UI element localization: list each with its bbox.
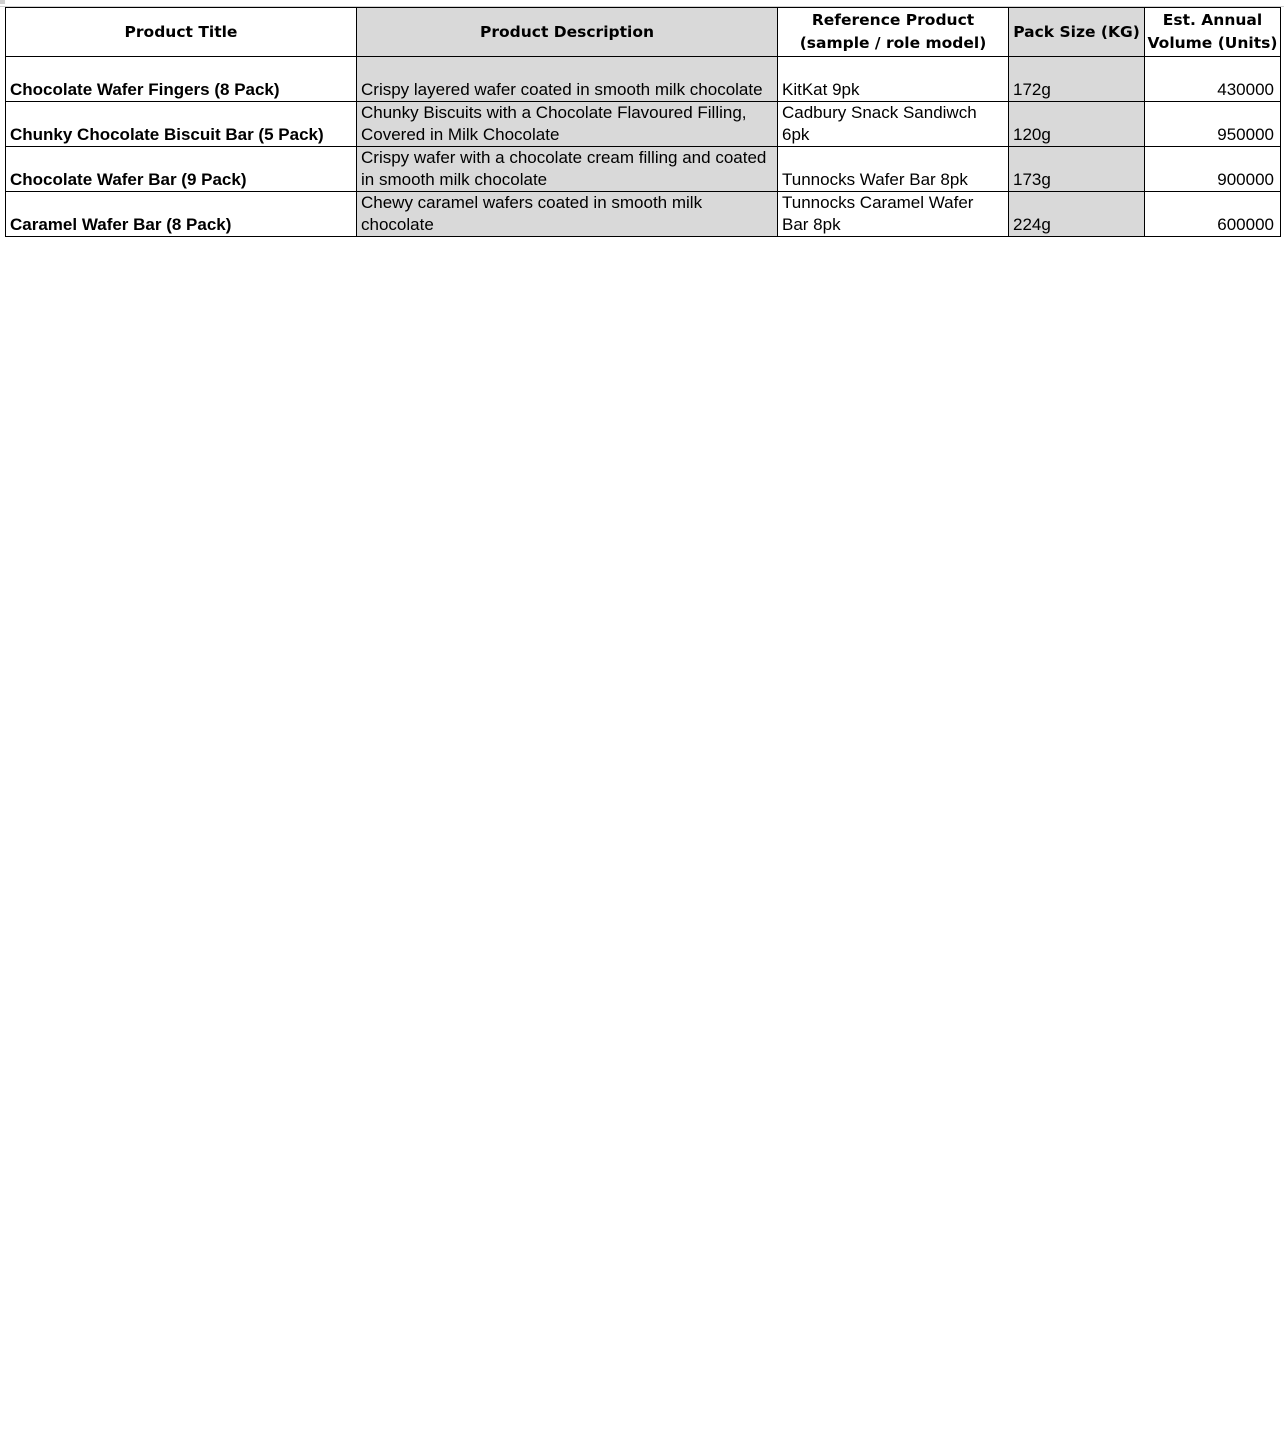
cell-annual-volume[interactable]: 430000 [1145, 57, 1281, 102]
cell-reference-product[interactable]: Tunnocks Caramel Wafer Bar 8pk [778, 192, 1009, 237]
cell-annual-volume[interactable]: 900000 [1145, 147, 1281, 192]
table-row [6, 147, 1281, 192]
cell-product-title[interactable]: Chocolate Wafer Fingers (8 Pack) [6, 57, 357, 102]
cell-product-title[interactable]: Chunky Chocolate Biscuit Bar (5 Pack) [6, 102, 357, 147]
cell-reference-product[interactable]: Cadbury Snack Sandiwch 6pk [778, 102, 1009, 147]
header-row [6, 8, 1281, 57]
sheet-corner-marker [0, 0, 5, 4]
cell-pack-size[interactable]: 224g [1009, 192, 1145, 237]
table-row [6, 192, 1281, 237]
cell-product-description[interactable]: Crispy wafer with a chocolate cream filling and coated in smooth milk chocolate [357, 147, 778, 192]
spreadsheet-area [5, 7, 1281, 237]
product-table [5, 7, 1281, 237]
cell-reference-product[interactable]: KitKat 9pk [778, 57, 1009, 102]
header-reference-product[interactable]: Reference Product (sample / role model) [778, 8, 1009, 57]
header-annual-volume[interactable]: Est. Annual Volume (Units) [1145, 8, 1281, 57]
cell-pack-size[interactable]: 120g [1009, 102, 1145, 147]
cell-pack-size[interactable]: 172g [1009, 57, 1145, 102]
cell-annual-volume[interactable]: 600000 [1145, 192, 1281, 237]
header-product-title[interactable]: Product Title [6, 8, 357, 57]
header-product-description[interactable]: Product Description [357, 8, 778, 57]
cell-product-description[interactable]: Chunky Biscuits with a Chocolate Flavoured Filling, Covered in Milk Chocolate [357, 102, 778, 147]
cell-annual-volume[interactable]: 950000 [1145, 102, 1281, 147]
cell-product-description[interactable]: Crispy layered wafer coated in smooth milk chocolate [357, 57, 778, 102]
cell-pack-size[interactable]: 173g [1009, 147, 1145, 192]
header-pack-size[interactable]: Pack Size (KG) [1009, 8, 1145, 57]
table-row [6, 102, 1281, 147]
cell-product-title[interactable]: Caramel Wafer Bar (8 Pack) [6, 192, 357, 237]
cell-product-description[interactable]: Chewy caramel wafers coated in smooth milk chocolate [357, 192, 778, 237]
table-row [6, 57, 1281, 102]
cell-product-title[interactable]: Chocolate Wafer Bar (9 Pack) [6, 147, 357, 192]
cell-reference-product[interactable]: Tunnocks Wafer Bar 8pk [778, 147, 1009, 192]
